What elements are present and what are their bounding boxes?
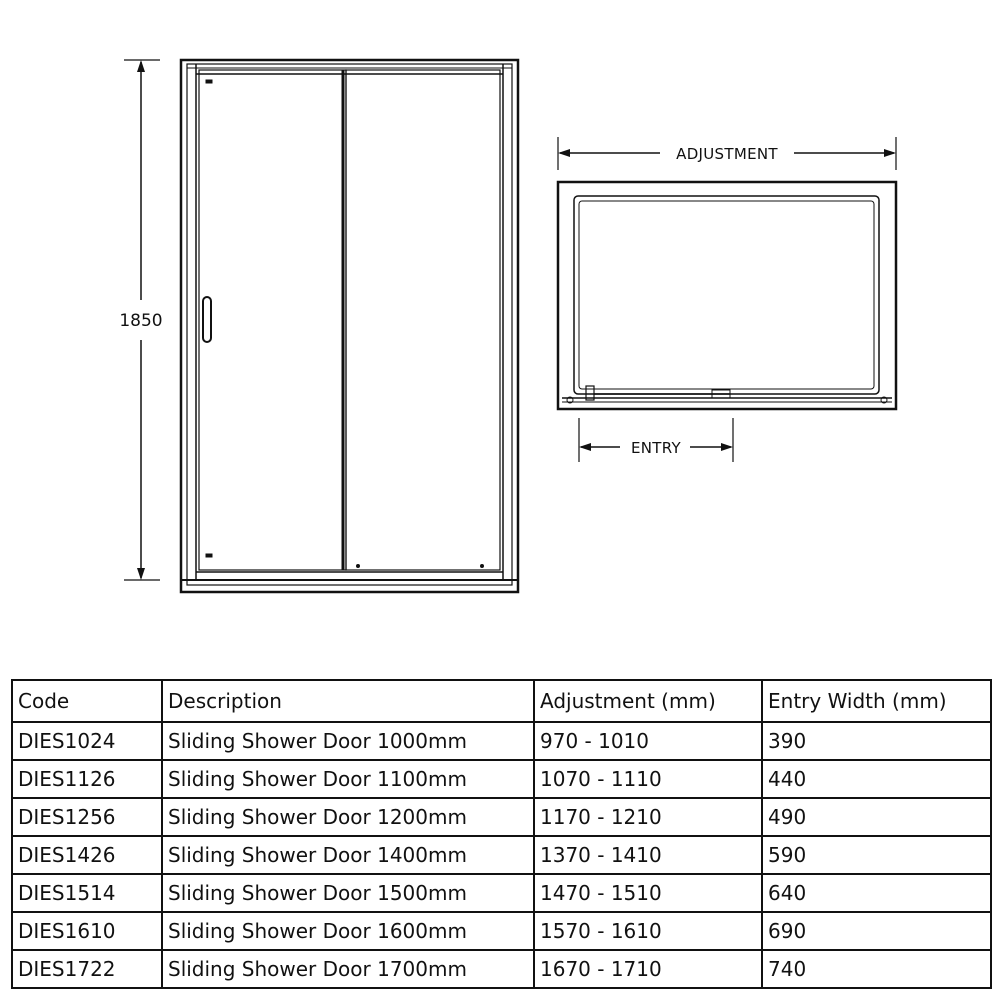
table-row bbox=[12, 836, 991, 874]
front-elevation bbox=[181, 60, 518, 592]
cell-adjustment: 1470 - 1510 bbox=[534, 874, 762, 912]
outer-frame-inner bbox=[187, 64, 512, 585]
cell-code: DIES1610 bbox=[12, 912, 162, 950]
cell-adjustment: 1370 - 1410 bbox=[534, 836, 762, 874]
adjustment-arrow-left bbox=[558, 149, 570, 157]
cell-code: DIES1126 bbox=[12, 760, 162, 798]
entry-label: ENTRY bbox=[631, 439, 681, 457]
table-header-row bbox=[12, 680, 991, 722]
adjustment-label: ADJUSTMENT bbox=[676, 145, 778, 163]
fixed-panel bbox=[346, 70, 500, 570]
table-row bbox=[12, 912, 991, 950]
cell-adjustment: 1670 - 1710 bbox=[534, 950, 762, 988]
entry-arrow-right bbox=[721, 443, 733, 451]
adjustment-arrow-right bbox=[884, 149, 896, 157]
cell-entry-width: 740 bbox=[762, 950, 991, 988]
stopper-mark bbox=[357, 565, 360, 568]
cell-entry-width: 590 bbox=[762, 836, 991, 874]
header-entry-width: Entry Width (mm) bbox=[762, 680, 991, 722]
cell-adjustment: 970 - 1010 bbox=[534, 722, 762, 760]
cell-code: DIES1024 bbox=[12, 722, 162, 760]
outer-frame bbox=[181, 60, 518, 592]
cell-code: DIES1256 bbox=[12, 798, 162, 836]
table-row bbox=[12, 798, 991, 836]
height-label: 1850 bbox=[119, 311, 163, 331]
cell-description: Sliding Shower Door 1600mm bbox=[162, 912, 534, 950]
height-arrow-top bbox=[137, 60, 145, 72]
table-row bbox=[12, 950, 991, 988]
cell-description: Sliding Shower Door 1100mm bbox=[162, 760, 534, 798]
door-handle bbox=[203, 297, 211, 342]
roller-mark-bottom bbox=[206, 554, 212, 557]
cell-code: DIES1514 bbox=[12, 874, 162, 912]
cell-description: Sliding Shower Door 1700mm bbox=[162, 950, 534, 988]
cell-entry-width: 390 bbox=[762, 722, 991, 760]
cell-adjustment: 1570 - 1610 bbox=[534, 912, 762, 950]
table-row bbox=[12, 722, 991, 760]
header-description: Description bbox=[162, 680, 534, 722]
cell-description: Sliding Shower Door 1400mm bbox=[162, 836, 534, 874]
stopper-mark bbox=[481, 565, 484, 568]
header-code: Code bbox=[12, 680, 162, 722]
sliding-door-panel bbox=[199, 70, 346, 570]
cell-entry-width: 440 bbox=[762, 760, 991, 798]
cell-description: Sliding Shower Door 1500mm bbox=[162, 874, 534, 912]
cell-entry-width: 690 bbox=[762, 912, 991, 950]
plan-view bbox=[558, 182, 896, 409]
table-row bbox=[12, 760, 991, 798]
plan-outer-frame bbox=[558, 182, 896, 409]
cell-code: DIES1722 bbox=[12, 950, 162, 988]
product-spec-table bbox=[11, 679, 992, 989]
entry-arrow-left bbox=[579, 443, 591, 451]
cell-entry-width: 640 bbox=[762, 874, 991, 912]
cell-entry-width: 490 bbox=[762, 798, 991, 836]
header-adjustment: Adjustment (mm) bbox=[534, 680, 762, 722]
cell-code: DIES1426 bbox=[12, 836, 162, 874]
plan-tray-outline bbox=[574, 196, 879, 394]
cell-description: Sliding Shower Door 1200mm bbox=[162, 798, 534, 836]
cell-adjustment: 1170 - 1210 bbox=[534, 798, 762, 836]
cell-description: Sliding Shower Door 1000mm bbox=[162, 722, 534, 760]
roller-mark-top bbox=[206, 80, 212, 83]
height-arrow-bottom bbox=[137, 568, 145, 580]
bottom-rail bbox=[181, 580, 518, 592]
table-row bbox=[12, 874, 991, 912]
plan-tray-inner bbox=[579, 201, 874, 389]
cell-adjustment: 1070 - 1110 bbox=[534, 760, 762, 798]
